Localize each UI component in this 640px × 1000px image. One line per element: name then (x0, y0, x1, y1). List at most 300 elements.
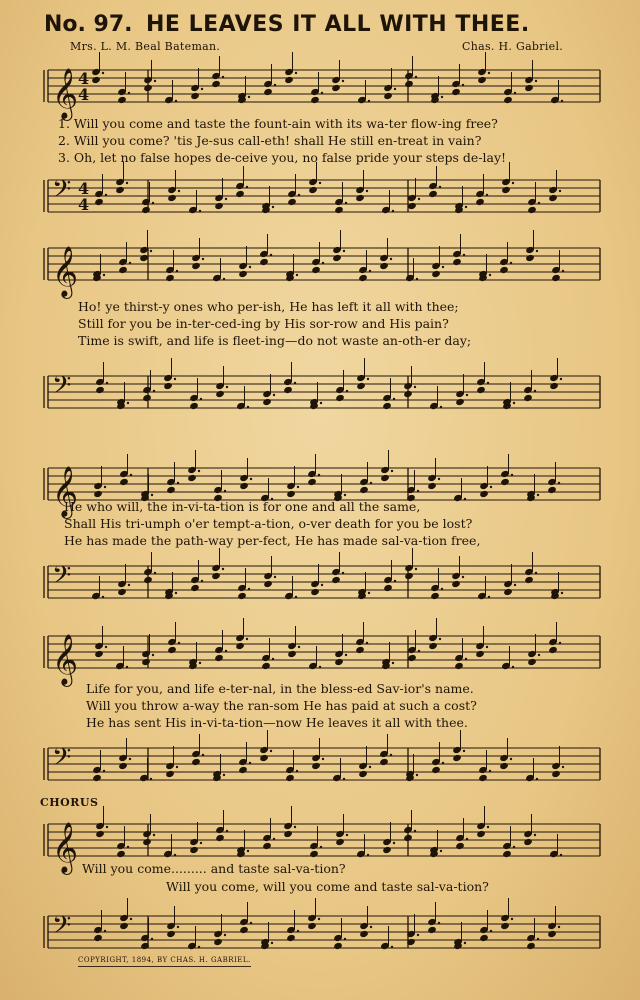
note-dot (418, 650, 420, 652)
note-dot (534, 834, 536, 836)
note-head (383, 584, 393, 592)
note-dot (510, 758, 512, 760)
note-head (503, 96, 513, 104)
note-dot (488, 72, 490, 74)
note-head (211, 572, 221, 580)
note-dot (440, 850, 442, 852)
note-head (500, 922, 510, 930)
bass-clef-icon: 𝄢 (52, 561, 72, 596)
note-head (355, 194, 365, 202)
note-head (283, 830, 293, 838)
note-head (91, 76, 101, 84)
note-dot (439, 638, 441, 640)
note-head (427, 926, 437, 934)
note-dot (344, 938, 346, 940)
note-head (286, 934, 296, 942)
note-head (191, 262, 201, 270)
note-head (379, 758, 389, 766)
note-dot (415, 76, 417, 78)
note-dot (150, 250, 152, 252)
note-dot (223, 278, 225, 280)
note-head (165, 274, 175, 282)
note-head (167, 646, 177, 654)
note-dot (296, 770, 298, 772)
note-dot (174, 378, 176, 380)
note-dot (415, 568, 417, 570)
note-dot (560, 854, 562, 856)
note-head (311, 266, 321, 274)
note-head (452, 258, 462, 266)
note-head (284, 76, 294, 84)
note-head (263, 88, 273, 96)
note-dot (393, 842, 395, 844)
hymn-title: HE LEAVES IT ALL WITH THEE. (146, 12, 530, 37)
note-head (235, 190, 245, 198)
note-dot (152, 202, 154, 204)
note-head (119, 922, 129, 930)
note-dot (490, 930, 492, 932)
note-head (142, 394, 152, 402)
note-dot (390, 258, 392, 260)
treble-clef-icon: 𝄞 (52, 68, 79, 119)
note-head (167, 194, 177, 202)
treble-staff (48, 238, 600, 298)
note-dot (514, 92, 516, 94)
note-head (262, 398, 272, 406)
note-dot (175, 100, 177, 102)
note-dot (513, 402, 515, 404)
note-dot (438, 478, 440, 480)
note-dot (202, 754, 204, 756)
lyric-verse-3: Time is swift, and life is fleet-ing—do not waste an-oth-er day; (78, 333, 472, 348)
note-head (310, 588, 320, 596)
note-dot (343, 250, 345, 252)
note-dot (487, 826, 489, 828)
note-dot (177, 926, 179, 928)
note-dot (416, 774, 418, 776)
note-dot (342, 80, 344, 82)
note-dot (295, 596, 297, 598)
note-dot (322, 758, 324, 760)
note-head (215, 390, 225, 398)
note-head (479, 934, 489, 942)
note-dot (247, 406, 249, 408)
copyright-notice: COPYRIGHT, 1894, BY CHAS. H. GABRIEL. (78, 956, 251, 967)
note-dot (249, 266, 251, 268)
treble-staff (48, 60, 600, 120)
note-dot (200, 398, 202, 400)
note-head (547, 486, 557, 494)
lyric-verse-1: Ho! ye thirst-y ones who per-ish, He has left it all with thee; (78, 299, 459, 314)
note-dot (273, 838, 275, 840)
note-head (142, 838, 152, 846)
note-dot (174, 854, 176, 856)
note-dot (511, 918, 513, 920)
note-dot (394, 580, 396, 582)
note-head (143, 576, 153, 584)
note-dot (150, 778, 152, 780)
note-dot (318, 474, 320, 476)
note-dot (535, 572, 537, 574)
note-dot (176, 270, 178, 272)
note-dot (274, 84, 276, 86)
note-head (259, 754, 269, 762)
note-head (479, 490, 489, 498)
note-head (475, 198, 485, 206)
treble-clef-icon: 𝄞 (52, 634, 79, 685)
note-dot (414, 386, 416, 388)
note-head (190, 92, 200, 100)
note-head (455, 842, 465, 850)
note-dot (270, 254, 272, 256)
bass-clef-icon: 𝄢 (52, 743, 72, 778)
note-head (190, 584, 200, 592)
note-dot (369, 270, 371, 272)
note-head (382, 402, 392, 410)
note-head (311, 762, 321, 770)
note-head (214, 202, 224, 210)
note-dot (466, 838, 468, 840)
bass-staff (48, 170, 600, 230)
note-head (500, 478, 510, 486)
note-dot (175, 592, 177, 594)
note-head (382, 846, 392, 854)
note-dot (202, 258, 204, 260)
note-head (309, 850, 319, 858)
note-head (310, 96, 320, 104)
note-head (307, 922, 317, 930)
note-dot (536, 250, 538, 252)
note-dot (537, 938, 539, 940)
note-dot (199, 210, 201, 212)
note-head (94, 198, 104, 206)
note-dot (370, 482, 372, 484)
note-dot (105, 646, 107, 648)
note-dot (487, 382, 489, 384)
note-dot (462, 84, 464, 86)
note-head (451, 88, 461, 96)
note-head (141, 658, 151, 666)
note-head (119, 478, 129, 486)
note-head (263, 580, 273, 588)
note-dot (414, 830, 416, 832)
note-dot (130, 474, 132, 476)
note-dot (105, 194, 107, 196)
bass-staff (48, 366, 600, 426)
chorus-label: CHORUS (40, 796, 99, 809)
note-head (451, 580, 461, 588)
note-dot (103, 770, 105, 772)
note-dot (417, 934, 419, 936)
bass-staff (48, 738, 600, 798)
note-head (454, 662, 464, 670)
note-dot (103, 274, 105, 276)
note-dot (486, 194, 488, 196)
note-head (551, 770, 561, 778)
lyric-verse-2: Shall His tri-umph o'er tempt-a-tion, o-ver death for you be lost? (64, 516, 473, 531)
note-dot (318, 918, 320, 920)
note-dot (346, 834, 348, 836)
note-dot (562, 766, 564, 768)
note-head (332, 254, 342, 262)
note-head (455, 398, 465, 406)
note-dot (416, 278, 418, 280)
note-head (430, 592, 440, 600)
note-dot (345, 654, 347, 656)
note-dot (344, 494, 346, 496)
note-dot (321, 92, 323, 94)
note-head (358, 274, 368, 282)
note-dot (225, 198, 227, 200)
note-head (283, 386, 293, 394)
note-head (117, 96, 127, 104)
note-dot (513, 846, 515, 848)
music-credit: Chas. H. Gabriel. (462, 40, 564, 53)
note-head (404, 572, 414, 580)
note-dot (321, 584, 323, 586)
note-head (334, 658, 344, 666)
note-head (287, 650, 297, 658)
note-head (189, 402, 199, 410)
note-dot (489, 770, 491, 772)
note-dot (488, 596, 490, 598)
note-dot (153, 390, 155, 392)
note-dot (559, 642, 561, 644)
note-dot (127, 846, 129, 848)
note-dot (126, 182, 128, 184)
note-dot (106, 382, 108, 384)
note-head (356, 382, 366, 390)
note-head (166, 930, 176, 938)
bass-clef-icon: 𝄢 (52, 175, 72, 210)
note-dot (199, 662, 201, 664)
lyric-verse-3: He has made the path-way per-fect, He has made sal-va-tion free, (64, 533, 481, 548)
note-dot (465, 658, 467, 660)
note-head (549, 382, 559, 390)
note-dot (248, 96, 250, 98)
note-dot (514, 584, 516, 586)
note-head (92, 774, 102, 782)
note-dot (294, 382, 296, 384)
note-dot (272, 658, 274, 660)
note-dot (392, 210, 394, 212)
lyric-verse-2: 2. Will you come? 'tis Je-sus call-eth! shall He still en-treat in vain? (58, 133, 482, 148)
note-dot (534, 390, 536, 392)
note-head (95, 386, 105, 394)
note-head (285, 774, 295, 782)
lyric-verse-1: He who will, the in-vi-ta-tion is for one and all the same, (64, 499, 421, 514)
note-head (335, 394, 345, 402)
note-head (403, 390, 413, 398)
note-head (358, 770, 368, 778)
note-dot (322, 262, 324, 264)
note-head (499, 762, 509, 770)
note-head (431, 766, 441, 774)
note-head (211, 80, 221, 88)
note-head (94, 650, 104, 658)
note-head (214, 654, 224, 662)
note-head (379, 262, 389, 270)
note-dot (489, 274, 491, 276)
note-head (547, 930, 557, 938)
note-head (213, 938, 223, 946)
note-dot (152, 654, 154, 656)
note-head (307, 478, 317, 486)
note-dot (274, 576, 276, 578)
note-dot (102, 72, 104, 74)
chorus-lyric-lower: Will you come, will you come and taste sal-va-tion? (166, 879, 489, 894)
note-dot (298, 194, 300, 196)
note-dot (319, 182, 321, 184)
note-head (118, 266, 128, 274)
note-dot (535, 80, 537, 82)
note-head (166, 486, 176, 494)
note-head (187, 474, 197, 482)
note-dot (246, 638, 248, 640)
time-signature-digit: 4 (78, 195, 90, 214)
note-dot (250, 478, 252, 480)
note-head (237, 592, 247, 600)
note-head (523, 394, 533, 402)
note-head (261, 662, 271, 670)
note-head (404, 80, 414, 88)
note-head (501, 186, 511, 194)
note-dot (200, 842, 202, 844)
note-dot (224, 490, 226, 492)
note-head (335, 838, 345, 846)
time-signature-digit: 4 (78, 85, 90, 104)
note-dot (223, 774, 225, 776)
note-dot (561, 100, 563, 102)
note-dot (366, 190, 368, 192)
note-dot (393, 398, 395, 400)
note-dot (512, 666, 514, 668)
note-dot (465, 206, 467, 208)
lyric-verse-3: 3. Oh, let no false hopes de-ceive you, no false pride your steps de-lay! (58, 150, 507, 165)
note-dot (442, 762, 444, 764)
note-dot (538, 654, 540, 656)
note-dot (130, 918, 132, 920)
note-head (523, 838, 533, 846)
note-dot (558, 482, 560, 484)
note-dot (201, 88, 203, 90)
note-head (262, 842, 272, 850)
note-head (407, 202, 417, 210)
note-head (476, 830, 486, 838)
note-dot (297, 930, 299, 932)
note-dot (201, 580, 203, 582)
note-dot (390, 754, 392, 756)
note-dot (104, 930, 106, 932)
note-dot (226, 830, 228, 832)
note-dot (272, 206, 274, 208)
note-dot (366, 642, 368, 644)
note-head (141, 206, 151, 214)
note-dot (250, 922, 252, 924)
note-head (238, 766, 248, 774)
note-head (526, 942, 536, 950)
note-head (117, 588, 127, 596)
lyric-verse-1: 1. Will you come and taste the fount-ain with its wa-ter flow-ing free? (58, 116, 498, 131)
treble-clef-icon: 𝄞 (52, 822, 79, 873)
note-dot (439, 186, 441, 188)
note-head (235, 642, 245, 650)
note-head (93, 490, 103, 498)
note-head (287, 198, 297, 206)
note-dot (560, 378, 562, 380)
chorus-lyric-upper: Will you come......... and taste sal-va-tion? (82, 861, 346, 876)
note-head (428, 642, 438, 650)
note-head (403, 834, 413, 842)
note-dot (294, 826, 296, 828)
note-head (259, 258, 269, 266)
lyric-verse-2: Will you throw a-way the ran-som He has paid at such a cost? (86, 698, 477, 713)
note-dot (222, 76, 224, 78)
note-head (118, 762, 128, 770)
note-dot (462, 576, 464, 578)
note-dot (226, 386, 228, 388)
note-head (499, 266, 509, 274)
lyric-verse-3: He has sent His in-vi-ta-tion—now He leaves it all with thee. (86, 715, 468, 730)
note-head (191, 758, 201, 766)
note-head (477, 76, 487, 84)
note-head (525, 254, 535, 262)
note-dot (559, 190, 561, 192)
note-dot (297, 486, 299, 488)
note-dot (320, 402, 322, 404)
note-head (139, 254, 149, 262)
note-head (478, 774, 488, 782)
note-head (551, 274, 561, 282)
note-head (527, 206, 537, 214)
note-dot (248, 588, 250, 590)
note-head (331, 84, 341, 92)
note-head (116, 850, 126, 858)
note-dot (345, 202, 347, 204)
note-dot (510, 262, 512, 264)
note-dot (392, 662, 394, 664)
note-dot (536, 778, 538, 780)
note-dot (151, 938, 153, 940)
note-dot (129, 758, 131, 760)
note-dot (394, 88, 396, 90)
note-head (215, 834, 225, 842)
note-dot (153, 834, 155, 836)
bass-clef-icon: 𝄢 (52, 911, 72, 946)
hymn-number: No. 97. (44, 12, 133, 37)
note-head (333, 942, 343, 950)
note-dot (176, 766, 178, 768)
note-dot (198, 946, 200, 948)
treble-clef-icon: 𝄞 (52, 466, 79, 517)
note-head (238, 270, 248, 278)
note-head (431, 270, 441, 278)
note-dot (391, 946, 393, 948)
note-dot (127, 402, 129, 404)
note-head (527, 658, 537, 666)
note-dot (154, 80, 156, 82)
note-head (239, 482, 249, 490)
note-head (143, 84, 153, 92)
note-dot (104, 486, 106, 488)
note-dot (298, 646, 300, 648)
note-head (115, 186, 125, 194)
note-dot (368, 592, 370, 594)
note-head (502, 850, 512, 858)
note-head (189, 846, 199, 854)
note-dot (198, 470, 200, 472)
note-dot (367, 854, 369, 856)
